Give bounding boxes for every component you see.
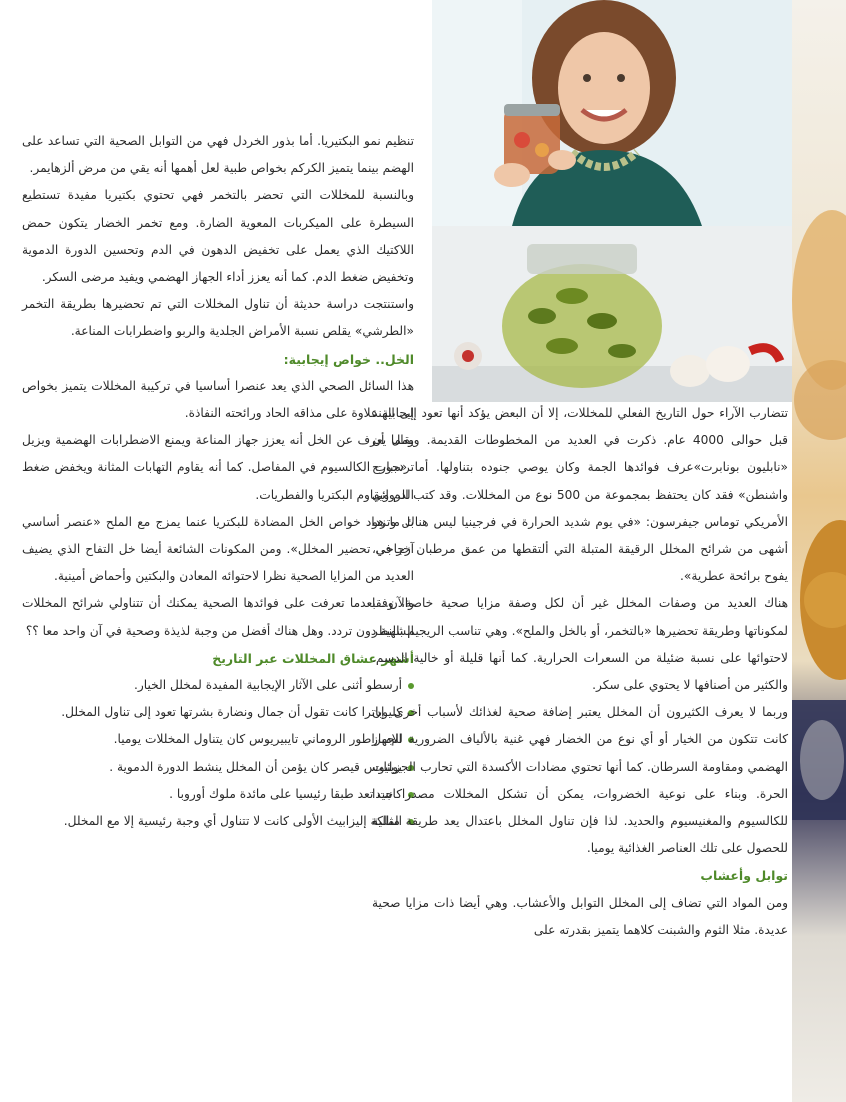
vinegar-heading: الخل.. خواص إيجابية: <box>283 351 414 367</box>
woman-with-pickle-jar-photo <box>432 0 792 226</box>
right-paragraph-2: هناك العديد من وصفات المخلل غير أن لكل وصفة مزايا صحية خاصة، وفقا لمكوناتها وطريقة تحضيرها «بالتخمر، أو بالخل والملح». وهي تناسب الريجيم بالنظر لاحتوائها على نسبة ضئيلة من السعرات الحرارية. كما أنها قليلة أو خالية الدسم. والكثير من أصنافها لا يحتوي على سكر. <box>372 596 788 693</box>
right-paragraph-4: ومن المواد التي تضاف إلى المخلل التوابل والأعشاب. وهي أيضا ذات مزايا صحية عديدة. مثلا الثوم والشبنت كلاهما يتميز بقدرته على <box>372 895 788 937</box>
right-text-column <box>372 400 788 944</box>
famous-lovers-list <box>22 672 414 835</box>
list-item: الإمبراطور الروماني تايبيريوس كان يتناول المخللات يوميا. <box>22 726 414 753</box>
list-item: الملكة إليزابيث الأولى كانت لا تتناول أي وجبة رئيسية إلا مع المخلل. <box>22 808 414 835</box>
famous-lovers-heading: أشهر عشاق المخللات عبر التاريخ <box>212 650 414 666</box>
list-item: أرسطو أثنى على الآثار الإيجابية المفيدة لمخلل الخيار. <box>22 672 414 699</box>
list-item: كليوباترا كانت تقول أن جمال ونضارة بشرتها تعود إلى تناول المخلل. <box>22 699 414 726</box>
left-paragraph-5: ومما يعرف عن الخل أنه يعزز جهاز المناعة ويمنع الاضطرابات الهضمية ويزيل ترسبات الكالسيوم في المفاصل. كما أنه يقاوم التهابات المثانة ويخفض ضغط الدم ويقاوم البكتريا والفطريات. <box>22 433 414 502</box>
pickle-jar-photo <box>432 226 792 402</box>
left-paragraph-4: هذا السائل الصحي الذي يعد عنصرا أساسيا في تركيبة المخللات يتميز بخواص إيجابية علاوة على مذاقه الحاد ورائحته النفاذة. <box>22 378 414 421</box>
right-paragraph-1: تتضارب الآراء حول التاريخ الفعلي للمخللات، إلا أن البعض يؤكد أنها تعود إلى الهند قبل حوالى 4000 عام. ذكرت في العديد من المخطوطات القديمة. ويقال أن «نابليون بونابرت»عرف فوائدها الجمة وكان يوصي جنوده بتناولها. أما «جورج واشنطن» فقد كان يحتفظ بمجموعة من 500 نوع من المخللات. وقد كتب الروائي الأمريكي توماس جيفرسون: «في يوم شديد الحرارة في فرجينيا ليس هناك ما هو أشهى من شرائح المخلل الرقيقة المتبلة التي ألتقطها من عمق مرطبان زجاجي، يفوح برائحة عطرية». <box>372 406 788 584</box>
left-paragraph-2: وبالنسبة للمخللات التي تحضر بالتخمر فهي تحتوي بكتيريا مفيدة تستطيع السيطرة على الميكربات المعوية الضارة. ومع تخمر الخضار يتكون حمض اللاكتيك الذي يعمل على تخفيض الدهون في الدم وتحسين الدورة الدموية وتخفيض ضغط الدم. كما أنه يعزز أداء الجهاز الهضمي ويفيد مرضى السكر. <box>22 188 414 285</box>
spices-herbs-heading: توابل وأعشاب <box>700 868 788 884</box>
list-item: كانت تعد طبقا رئيسيا على مائدة ملوك أوروبا . <box>22 781 414 808</box>
food-photo-strip <box>792 0 846 1102</box>
list-item: يوليوس قيصر كان يؤمن أن المخلل ينشط الدورة الدموية . <box>22 754 414 781</box>
left-paragraph-7: والآن.. بعدما تعرفت على فوائدها الصحية يمكنك أن تتناولي شرائح المخللات الشهية دون تردد. وهل هناك أفضل من وجبة لذيذة وصحية في آن واحد معا ؟؟ <box>22 596 414 638</box>
right-paragraph-3: وربما لا يعرف الكثيرون أن المخلل يعتبر إضافة صحية لغذائك لأسباب أخرى. إن كانت تتكون من الخيار أو أي نوع من الخضار فهي غنية بالألياف الضرورية للجهاز الهضمي ومقاومة السرطان. كما أنها تحتوي مضادات الأكسدة التي تحارب الجزيئات الحرة. وبناء على نوعية الخضروات، يمكن أن تشكل المخللات مصدرا جيدا للكالسيوم والمغنيسيوم والحديد. لذا فإن تناول المخلل باعتدال يعد طريقة مثالية للحصول على تلك العناصر الغذائية يوميا. <box>372 705 788 856</box>
left-text-column <box>22 128 414 835</box>
left-paragraph-6: بل وتزداد خواص الخل المضادة للبكتريا عنما يمزج مع الملح «عنصر أساسي آخر في تحضير المخلل». ومن المكونات الشائعة أيضا خل التفاح الذي يضيف العديد من المزايا الصحية نظرا لاحتوائه المعادن والبكتين وأحماض أمينية. <box>22 514 414 584</box>
left-paragraph-3: واستنتجت دراسة حديثة أن تناول المخللات التي تم تحضيرها بطريقة التخمر «الطرشي» يقلص نسبة الأمراض الجلدية والربو واضطرابات المناعة. <box>22 297 414 339</box>
left-paragraph-1: تنظيم نمو البكتيريا. أما بذور الخردل فهي من التوابل الصحية التي تساعد على الهضم بينما يتميز الكركم بخواص طبية لعل أهمها أنه يقي من مرض ألزهايمر. <box>22 134 414 176</box>
